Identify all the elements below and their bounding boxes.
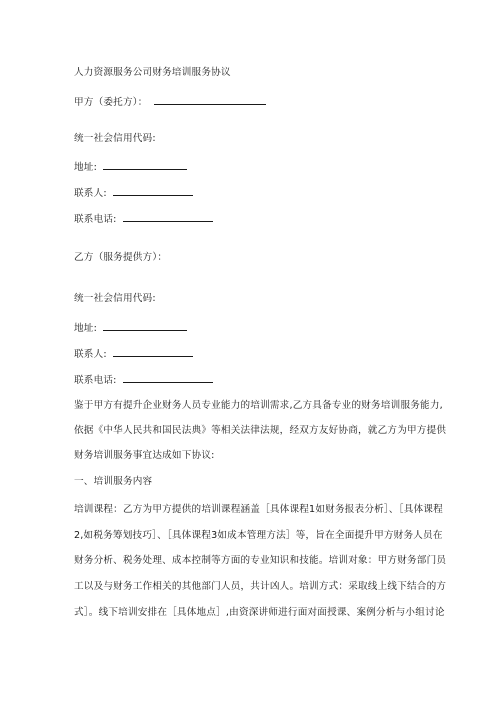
party-b-contact-line xyxy=(74,346,193,361)
party-b-address-label: 地址: xyxy=(74,323,98,334)
preamble-line: 鉴于甲方有提升企业财务人员专业能力的培训需求,乙方具备专业的财务培训服务能力, xyxy=(74,400,443,411)
section-1-heading: 一、培训服务内容 xyxy=(74,476,153,487)
party-a-address-blank xyxy=(103,159,187,170)
party-a-contact-line xyxy=(74,185,193,200)
party-a-line xyxy=(74,94,266,109)
party-b-address-blank xyxy=(103,320,187,331)
party-a-phone-blank xyxy=(123,211,213,222)
party-b-phone-line xyxy=(74,372,213,387)
preamble-line: 财务培训服务事宜达成如下协议: xyxy=(74,450,215,461)
party-b-credit-code: 统一社会信用代码: xyxy=(74,293,156,304)
party-a-address-line xyxy=(74,159,187,174)
party-a-address-label: 地址: xyxy=(74,162,98,173)
party-a-contact-label: 联系人: xyxy=(74,188,107,199)
party-a-name-blank xyxy=(154,94,266,105)
party-b-phone-label: 联系电话: xyxy=(74,375,117,386)
preamble-line: 依据《中华人民共和国民法典》等相关法律法规，经双方友好协商，就乙方为甲方提供 xyxy=(74,425,447,436)
party-a-phone-label: 联系电话: xyxy=(74,214,117,225)
party-b-address-line xyxy=(74,320,187,335)
party-b-phone-blank xyxy=(123,372,213,383)
party-a-phone-line xyxy=(74,211,213,226)
section-1-line: 式］。线下培训安排在［具体地点］,由资深讲师进行面对面授课、案例分析与小组讨论 xyxy=(74,607,445,618)
section-1-line: 2,如税务筹划技巧］、［具体课程3如成本管理方法］等，旨在全面提升甲方财务人员在 xyxy=(74,530,443,541)
party-a-heading: 甲方（委托方）： xyxy=(74,97,148,108)
party-a-credit-code: 统一社会信用代码: xyxy=(74,133,156,144)
party-b-contact-blank xyxy=(113,346,193,357)
party-a-contact-blank xyxy=(113,185,193,196)
section-1-line: 工以及与财务工作相关的其他部门人员，共计凶人。培训方式：采取线上线下结合的方 xyxy=(74,581,447,592)
section-1-line: 财务分析、税务处理、成本控制等方面的专业知识和技能。培训对象：甲方财务部门员 xyxy=(74,555,447,566)
section-1-line: 培训课程：乙方为甲方提供的培训课程涵盖［具体课程1如财务报表分析］、［具体课程 xyxy=(74,504,443,515)
party-b-heading: 乙方（服务提供方）： xyxy=(74,252,168,263)
document-title: 人力资源服务公司财务培训服务协议 xyxy=(74,67,231,78)
party-b-contact-label: 联系人: xyxy=(74,349,107,360)
